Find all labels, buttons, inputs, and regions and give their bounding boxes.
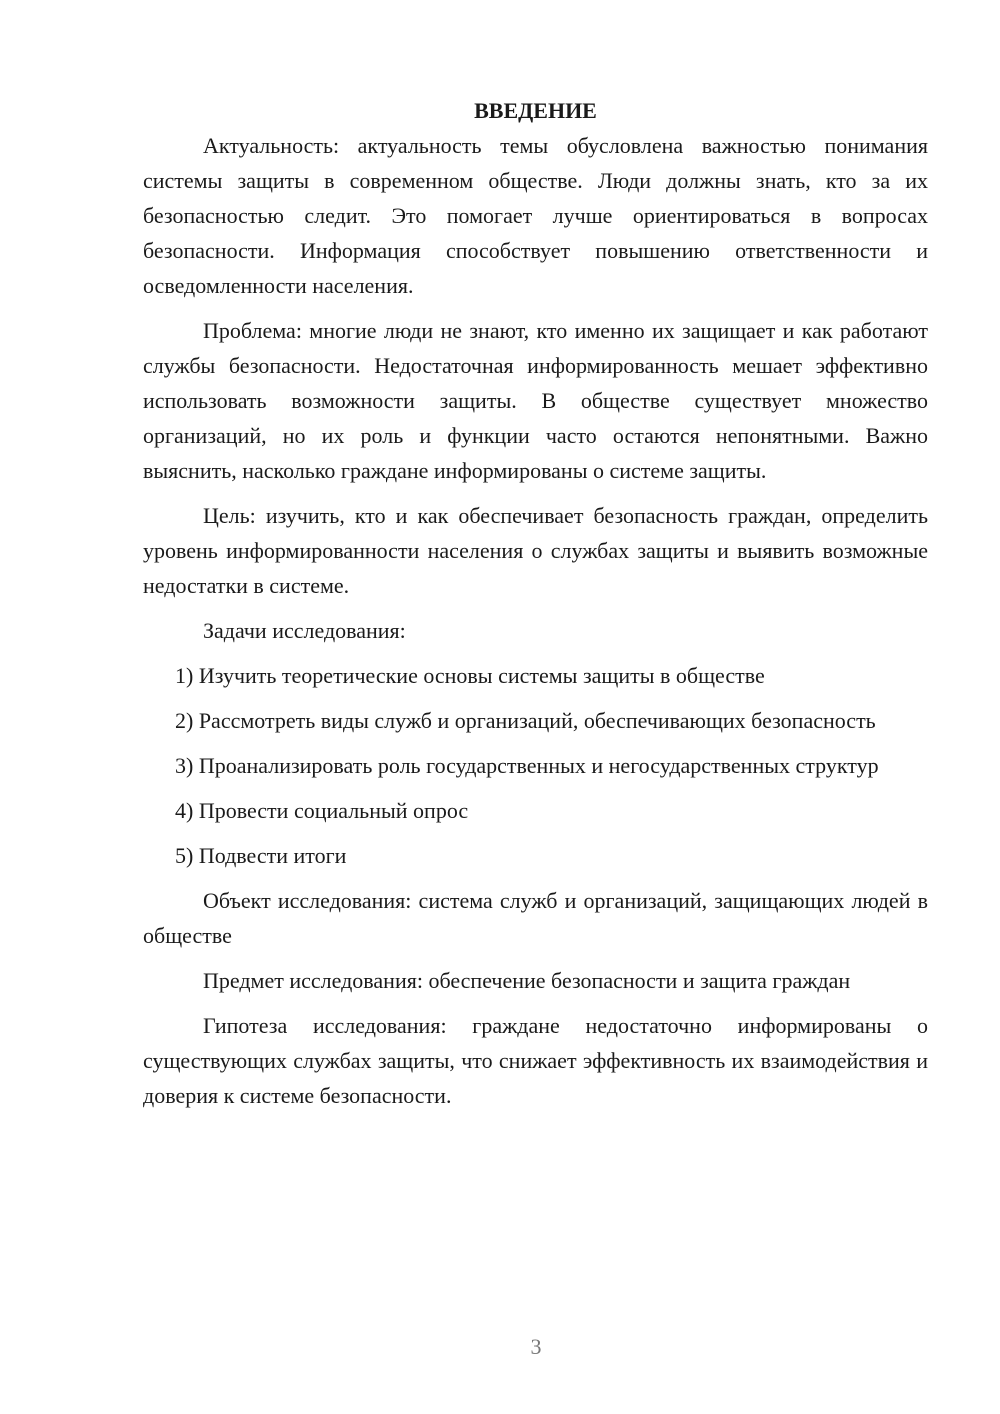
tasks-heading: Задачи исследования: xyxy=(203,618,406,643)
subject-paragraph: Предмет исследования: обеспечение безопасности и защита граждан xyxy=(203,968,851,993)
goal-paragraph: Цель: изучить, кто и как обеспечивает безопасность граждан, определить уровень информированности населения о службах защиты и выявить возможные недостатки в системе. xyxy=(143,503,928,598)
task-item: 1) Изучить теоретические основы системы защиты в обществе xyxy=(175,663,765,688)
document-page xyxy=(143,93,928,1123)
page-number: 3 xyxy=(530,1334,542,1359)
task-item: 2) Рассмотреть виды служб и организаций, обеспечивающих безопасность xyxy=(175,708,876,733)
task-item: 5) Подвести итоги xyxy=(175,843,347,868)
problem-paragraph: Проблема: многие люди не знают, кто именно их защищает и как работают службы безопасности. Недостаточная информированность мешает эффективно использовать возможности защиты. В обществе существует множество организаций, но их роль и функции часто остаются непонятными. Важно выяснить, насколько граждане информированы о системе защиты. xyxy=(143,318,928,483)
object-paragraph: Объект исследования: система служб и организаций, защищающих людей в обществе xyxy=(143,888,928,948)
section-title: ВВЕДЕНИЕ xyxy=(474,98,597,123)
relevance-paragraph: Актуальность: актуальность темы обусловлена важностью понимания системы защиты в современном обществе. Люди должны знать, кто за их безопасностью следит. Это помогает лучше ориентироваться в вопросах безопасности. Информация способствует повышению ответственности и осведомленности населения. xyxy=(143,133,928,298)
task-item: 4) Провести социальный опрос xyxy=(175,798,469,823)
task-item: 3) Проанализировать роль государственных и негосударственных структур xyxy=(175,753,879,778)
hypothesis-paragraph: Гипотеза исследования: граждане недостаточно информированы о существующих службах защиты, что снижает эффективность их взаимодействия и доверия к системе безопасности. xyxy=(143,1013,928,1108)
